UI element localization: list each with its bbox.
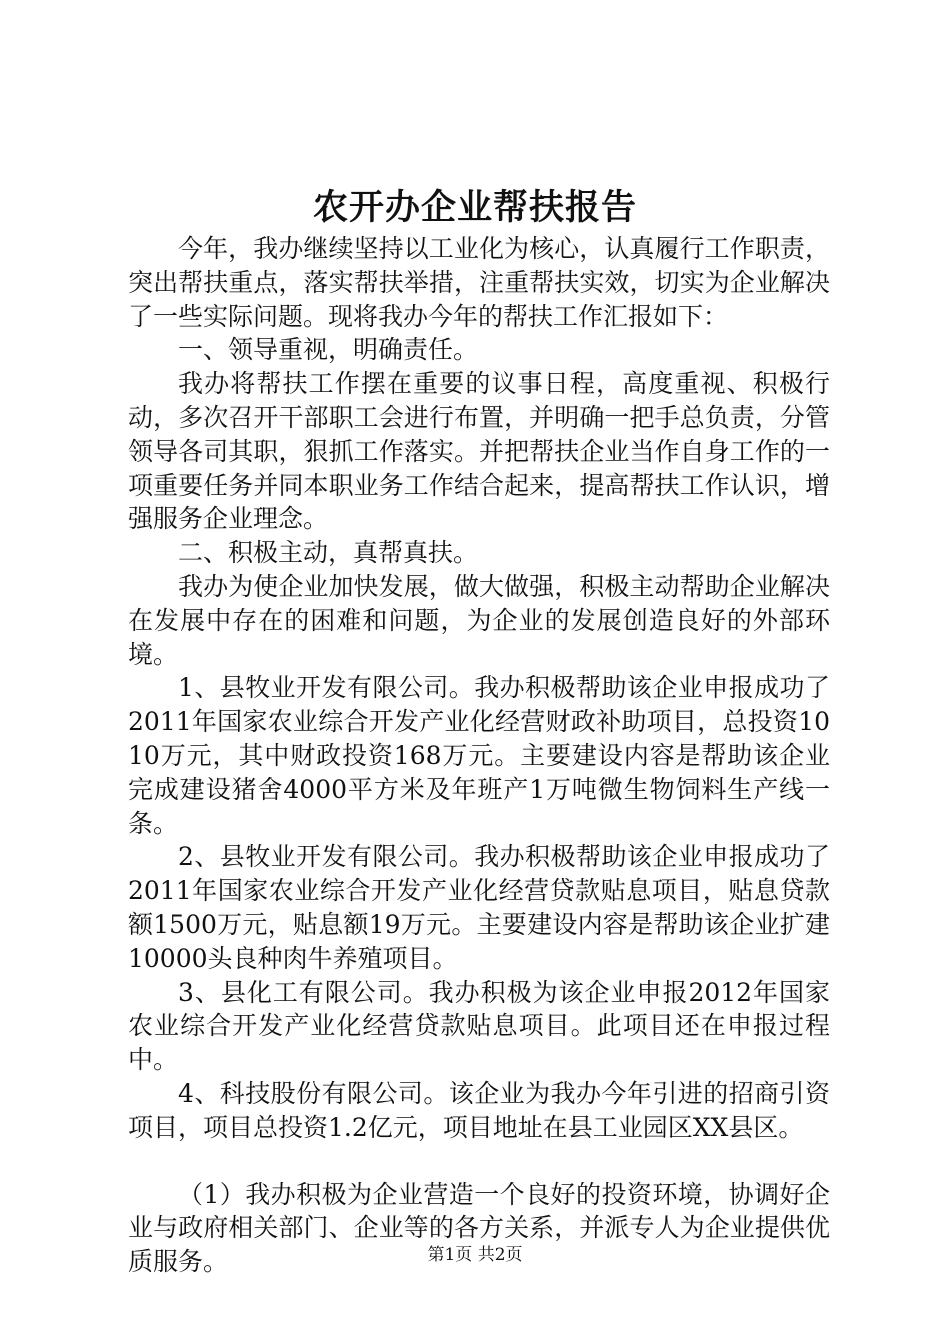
section-1-paragraph: 我办将帮扶工作摆在重要的议事日程，高度重视、积极行动，多次召开干部职工会进行布置，并明确一把手总负责，分管领导各司其职，狠抓工作落实。并把帮扶企业当作自身工作的一项重要任务并同本职业务工作结合起来，提高帮扶工作认识，增强服务企业理念。 xyxy=(128,369,830,534)
page-number-footer: 第1页 共2页 xyxy=(427,1245,523,1265)
sub-item-1-paragraph: （1）我办积极为企业营造一个良好的投资环境，协调好企业与政府相关部门、企业等的各方关系，并派专人为企业提供优质服务。 xyxy=(128,1179,830,1277)
document-body xyxy=(128,232,830,1279)
item-4-paragraph: 4、科技股份有限公司。该企业为我办今年引进的招商引资项目，项目总投资1.2亿元，项目地址在县工业园区XX县区。 xyxy=(128,1078,830,1142)
item-1-paragraph: 1、县牧业开发有限公司。我办积极帮助该企业申报成功了2011年国家农业综合开发产业化经营财政补助项目，总投资1010万元，其中财政投资168万元。主要建设内容是帮助该企业完成建设猪舍4000平方米及年班产1万吨微生物饲料生产线一条。 xyxy=(128,673,830,838)
section-heading-2: 二、积极主动，真帮真扶。 xyxy=(178,538,479,568)
section-heading-1: 一、领导重视，明确责任。 xyxy=(178,335,479,365)
item-2-paragraph: 2、县牧业开发有限公司。我办积极帮助该企业申报成功了2011年国家农业综合开发产业化经营贷款贴息项目，贴息贷款额1500万元，贴息额19万元。主要建设内容是帮助该企业扩建10000头良种肉牛养殖项目。 xyxy=(128,842,830,973)
section-2-paragraph: 我办为使企业加快发展，做大做强，积极主动帮助企业解决在发展中存在的困难和问题，为企业的发展创造良好的外部环境。 xyxy=(128,571,830,669)
document-title: 农开办企业帮扶报告 xyxy=(312,187,637,228)
intro-paragraph: 今年，我办继续坚持以工业化为核心，认真履行工作职责，突出帮扶重点，落实帮扶举措，注重帮扶实效，切实为企业解决了一些实际问题。现将我办今年的帮扶工作汇报如下： xyxy=(128,234,830,331)
item-3-paragraph: 3、县化工有限公司。我办积极为该企业申报2012年国家农业综合开发产业化经营贷款贴息项目。此项目还在申报过程中。 xyxy=(128,977,830,1075)
